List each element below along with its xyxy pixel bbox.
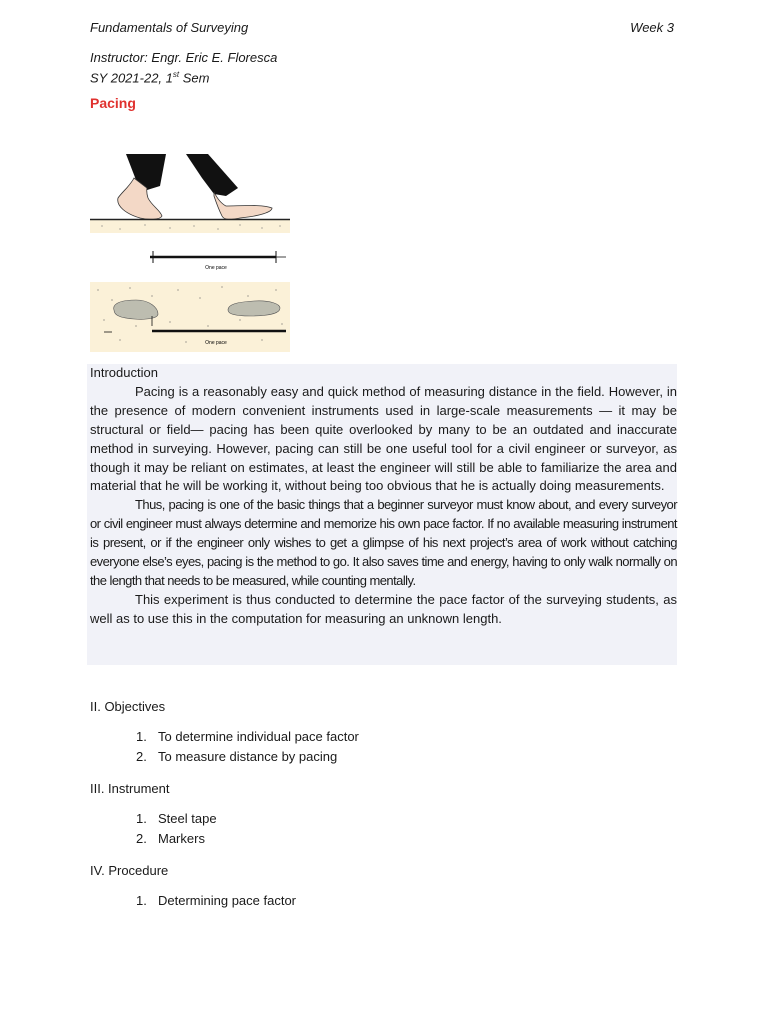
footprints-picture: [90, 282, 290, 352]
introduction-heading: Introduction: [90, 365, 158, 380]
objectives-heading: II. Objectives: [90, 699, 166, 714]
course-title: Fundamentals of Surveying: [90, 20, 249, 35]
procedure-list: [136, 891, 296, 911]
instrument-list: [136, 809, 217, 849]
list-item: [136, 829, 217, 849]
introduction-section: [87, 364, 677, 665]
list-text: To determine individual pace factor: [158, 729, 359, 744]
list-text: Markers: [158, 831, 205, 846]
instructor-block: [90, 49, 277, 86]
introduction-paragraph-3: This experiment is thus conducted to determine the pace factor of the surveying students, as well as to use this in the computation for measuring an unknown length.: [90, 591, 677, 626]
walking-feet-picture: [90, 154, 290, 233]
list-item: [136, 891, 296, 911]
list-item: [136, 747, 359, 767]
list-number: 2.: [136, 831, 147, 846]
pace-label-bottom: One pace: [205, 340, 227, 346]
pace-label-top: One pace: [205, 265, 227, 271]
section-title: Pacing: [90, 95, 136, 111]
school-year-sup: st: [172, 70, 180, 79]
introduction-paragraph-1: Pacing is a reasonably easy and quick method of measuring distance in the field. However, in the presence of modern convenient instruments used in large-scale measurements — it may be structural or field— pacing has been quite overlooked by many to be an outdated and inaccurate method in surveying. However, pacing can still be one useful tool for a civil engineer or surveyor, as though it may be reliant on estimates, at least the engineer will still be able to familiarize the area and material that he will be working it, without being too obvious that he is actually doing measurements.: [90, 383, 677, 494]
list-number: 1.: [136, 811, 147, 826]
list-text: Determining pace factor: [158, 893, 297, 908]
list-item: [136, 727, 359, 747]
instructor-name: Instructor: Engr. Eric E. Floresca: [90, 50, 278, 65]
list-number: 2.: [136, 749, 147, 764]
pacing-illustration: [90, 150, 290, 352]
procedure-heading: IV. Procedure: [90, 863, 169, 878]
school-year-suffix: Sem: [179, 70, 210, 86]
school-year: [90, 66, 277, 86]
school-year-prefix: SY 2021-22, 1: [90, 70, 173, 86]
list-item: [136, 809, 217, 829]
list-number: 1.: [136, 893, 147, 908]
list-text: Steel tape: [158, 811, 217, 826]
week-label: Week 3: [630, 20, 674, 35]
list-text: To measure distance by pacing: [158, 749, 338, 764]
objectives-list: [136, 727, 359, 767]
list-number: 1.: [136, 729, 147, 744]
introduction-paragraph-2: Thus, pacing is one of the basic things that a beginner surveyor must know about, and every surveyor or civil engineer must always determine and memorize his own pace factor. If no available measuring instrument is present, or if the engineer only wishes to get a glimpse of his next project’s area of work without catching everyone else’s eyes, pacing is the method to go. It also saves time and energy, having to only walk normally on the length that needs to be measured, while counting mentally.: [90, 497, 677, 588]
instrument-heading: III. Instrument: [90, 781, 170, 796]
pace-scale-top: [150, 251, 286, 263]
